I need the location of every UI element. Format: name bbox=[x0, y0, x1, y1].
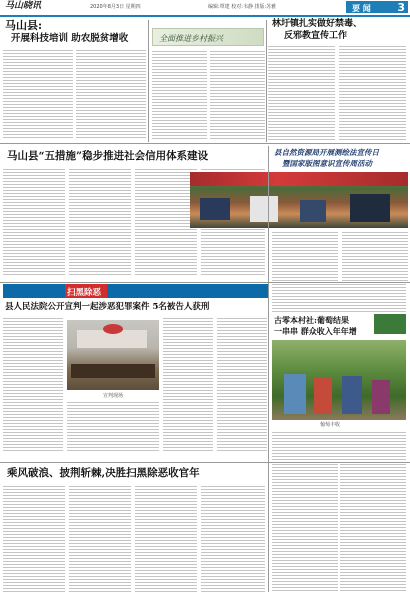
photo-caption: 葡萄丰收 bbox=[320, 422, 341, 428]
article-title: 县人民法院公开宣判一起涉恶犯罪案件 5名被告人获刑 bbox=[5, 302, 210, 312]
article-title: 开展科技培训 助农脱贫增收 bbox=[11, 33, 129, 44]
grape-photo bbox=[272, 340, 406, 420]
article-bottom bbox=[3, 464, 268, 594]
page-number: 3 bbox=[397, 1, 405, 14]
article-title: 乘风破浪、披荆斩棘,决胜扫黑除恶收官年 bbox=[7, 467, 200, 479]
article-title: 暨国家版图意识宣传周活动 bbox=[282, 159, 372, 168]
article-title: 马山县: bbox=[5, 19, 43, 32]
article-top-left bbox=[3, 18, 148, 142]
article-title: 一串串 群众收入年年增 bbox=[274, 326, 357, 336]
article-title: 反邪教宣传工作 bbox=[284, 31, 348, 41]
section-tag bbox=[346, 1, 408, 13]
section-name: 要 闻 bbox=[352, 3, 371, 13]
article-title: 县自然资源局开展测绘法宣传日 bbox=[274, 148, 379, 157]
banner-text: 扫黑除恶 bbox=[67, 288, 102, 298]
article-bottom-right bbox=[270, 464, 408, 594]
issue-date: 2020年8月3日 星期四 bbox=[90, 4, 141, 10]
photo-caption: 宣判现场 bbox=[103, 393, 124, 399]
scan-banner bbox=[3, 284, 268, 298]
grape-badge bbox=[374, 314, 406, 334]
article-top-right bbox=[268, 18, 408, 142]
article-court bbox=[3, 300, 268, 455]
surveying-event-photo bbox=[190, 172, 408, 228]
court-photo bbox=[67, 320, 159, 390]
newspaper-logo: 马山晓讯 bbox=[5, 1, 42, 11]
article-title: 林圩镇扎实做好禁毒、 bbox=[272, 19, 363, 29]
banner bbox=[152, 28, 264, 46]
article-grape bbox=[270, 284, 408, 462]
article-top-center bbox=[150, 18, 265, 142]
masthead bbox=[0, 0, 410, 14]
editors-line: 编辑:覃建 校对:韦静 排版:苏雅 bbox=[208, 4, 277, 10]
article-title: 马山县“五措施”稳步推进社会信用体系建设 bbox=[7, 150, 209, 162]
article-title: 古零本村社:葡萄结果 bbox=[274, 315, 349, 325]
banner-text: 全面推进乡村振兴 bbox=[159, 34, 223, 43]
